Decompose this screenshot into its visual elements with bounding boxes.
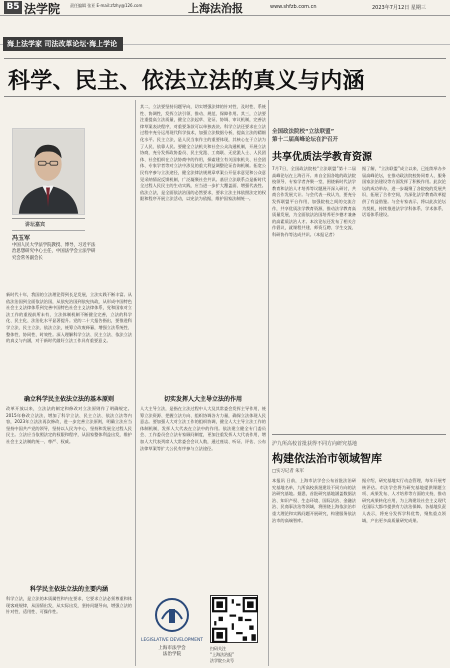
headline-rule-top xyxy=(4,58,446,59)
masthead xyxy=(0,0,450,16)
news-headline-2: 构建依法治市领域智库 xyxy=(272,452,382,465)
section-slogan: 海上法学家 司法改革论坛·海上学论 xyxy=(3,37,123,51)
portrait-image xyxy=(13,129,84,214)
editor-meta: 责任编辑 张亚 E-mail:zfzhy@126.com xyxy=(70,3,143,8)
article-subheading-2: 科学民主依法立法的主要内涵 xyxy=(29,586,108,593)
qr-code-icon xyxy=(212,597,258,643)
news-kicker-line-1: 全国政法院校“立法联盟” xyxy=(272,129,335,135)
article-col-a-intro: 新时代十年，我国的立法理论得到长足发展，立法实践不断丰富。从依法治国到全面依法治国，从依宪治国到依宪执政，从形成中国特色社会主义法律体系到完善中国特色社会主义法律体系，党和国家对立法工作的重视前所未有，立法体制机制不断健全完善，立法的科学化、民主化、法治化水平显著提升。党的二十大报告指出，要推进科学立法、民主立法、依法立法，统筹立改废释纂，增强立法系统性、整体性、协同性、时效性。深入理解科学立法、民主立法、依法立法的真义与内涵，对于新时代做好立法工作具有重要意义。 xyxy=(6,292,132,344)
page-number: B5 xyxy=(4,1,22,14)
issue-date: 2023年7月12日 星期三 xyxy=(372,5,426,11)
news-1-body-col-1: 7月7日，全国政法院校“立法联盟”第十二届高峰论坛在上海召开。来自全国各地的政法院校领导、专家学者齐聚一堂，围绕新时代法学教育和法治人才培养等议题展开深入研讨，共商合作发展大计。与会代表一致认为，要充分发挥联盟平台作用，加强院校之间的交流合作，共享优质法学教育资源，推动法学教育高质量发展，为全面依法治国培养更多德才兼备的高素质法治人才。本次论坛还发布了相关合作倡议，就课程共建、师资互聘、学生交流、科研协作等达成共识。（本报记者） xyxy=(272,166,356,237)
article-col-a-body: 改革开放以来，立法法的制定和修改对立法原则作了明确规定。2015年修改立法法，增加了科学立法、民主立法、依法立法等内容，2023年立法法再次修改，进一步完善立法原则，明确立法应当坚持中国共产党的领导，坚持以人民为中心，坚持和发展全过程人民民主。立法应当依照法定的权限和程序，从国家整体利益出发，维护社会主义法制的统一、尊严、权威。 xyxy=(6,406,132,444)
news-byline: □实习记者 朱军 xyxy=(272,469,304,474)
photo-caption-row xyxy=(12,218,85,229)
main-headline: 科学、民主、依法立法的真义与内涵 xyxy=(8,69,365,94)
news-kicker xyxy=(272,128,338,144)
legislative-logo xyxy=(140,595,204,647)
logo-text: LEGISLATIVE DEVELOPMENT xyxy=(141,638,203,643)
headline-rule-bottom xyxy=(4,96,446,97)
qr-code[interactable] xyxy=(210,595,258,643)
section-title: 法学院 xyxy=(24,2,61,16)
article-subheading-3: 切实发挥人大主导立法的作用 xyxy=(163,396,242,403)
article-col-b-tail: 人大主导立法，是指在立法过程中人大及其常委会发挥主导作用，统筹立法资源、把握立法方向、组织协调各方力量，确保立法体现人民意志。要加强人大对立法工作的组织协调，健全人大主导立法工作的体制机制，发挥人大代表在立法中的作用。依法建立健全专门委员会、工作委员会立法专家顾问制度，更加注重发挥人大代表作用，增加人大代表列席人大常委会会议人数，通过座谈、听证、评估、公布法律草案等扩大公民有序参与立法途径。 xyxy=(140,406,266,451)
qr-caption: 扫码关注 “上海法治报” 法学院公众号 xyxy=(210,646,235,663)
news-2-body-col-1: 本报讯 日前，上海市法学会公布首批法治研究基地名单，九所高校获批建设不同方向的法治研究基地。据悉，首批研究基地涵盖数据法治、知识产权、生态环境、国际法治、金融法治、民商事法治等领域，将围绕上海依法治市重大理论和实践问题开展研究，构建服务依法治市的高端智库。 xyxy=(272,478,356,523)
author-name: 冯玉军 xyxy=(12,235,31,242)
article-col-a-tail: 科学立法，是立法的本质属性和内在要求，它要求立法必须尊重和体现客观规律，从国情出发，从实际出发，坚持问题导向，增强立法的针对性、适用性、可操作性。 xyxy=(6,596,132,615)
news-kicker-line-2: 第十二届高峰论坛在沪召开 xyxy=(272,137,339,143)
logo-caption: 上海市法学会 法治学院 xyxy=(158,646,186,657)
news-1-body-col-2: 据了解，“立法联盟”成立以来，已连续举办多届高峰论坛，在推动政法院校协同育人、服务国家法治建设等方面发挥了积极作用。此次论坛的成功举办，进一步凝聚了各院校的发展共识，拓展了合作空间，为深化法学教育改革提供了有益借鉴。与会专家表示，将以此次论坛为契机，持续推进法学学科体系、学术体系、话语体系建设。 xyxy=(362,166,446,218)
paper-url[interactable]: www.shfzb.com.cn xyxy=(270,4,317,10)
legislative-development-logo xyxy=(140,595,204,647)
photo-caption: 讲坛嘉宾 xyxy=(25,222,46,228)
paper-title: 上海法治报 xyxy=(188,2,243,15)
article-col-b-body: 其二，立法要坚持问题导向，切实增强法律的针对性、及时性、系统性、协调性，发挥立法引领、推动、规范、保障作用。其三，立法要注重提高立法质量，健全立法起草、论证、协调、审议机制，完善法律草案表决程序，对重要条款可以单独表决。科学立法还要求在立法过程中充分运用现代科学技术，加强立法数据分析，提高立法的精细化水平。民主立法，是人民当家作主的重要体现，其核心在于立法为了人民、依靠人民。要健全立法机关和社会公众沟通机制，开展立法协商，充分发挥政协委员、民主党派、工商联、无党派人士、人民团体、社会组织在立法协商中的作用，探索建立有关国家机关、社会团体、专家学者等对立法中涉及的重大利益调整论证咨询机制。拓宽公民有序参与立法途径，健全法律法规规章草案公开征求意见和公众意见采纳情况反馈机制，广泛凝聚社会共识。基层立法联系点是新时代全过程人民民主的生动实践，应当进一步扩大覆盖面、增强代表性。依法立法，是全面依法治国的必然要求，要求立法主体依照法定的权限和程序开展立法活动，以宪法为依据，维护国家法制统一。 xyxy=(140,104,266,202)
news-kicker-2: 沪九所高校首批获得不同方向研究基地 xyxy=(272,441,358,447)
article-subheading-1: 确立科学民主依法立法的基本原则 xyxy=(23,396,114,403)
author-photo xyxy=(12,128,85,215)
news-separator xyxy=(272,434,446,435)
column-divider-1 xyxy=(135,100,136,666)
news-2-body-col-2: 据介绍，研究基地实行动态管理，每年开展考核评估。市法学会将为研究基地提供课题立项、成果发布、人才培养等方面的支持，推动研究成果转化应用，为上海建设社会主义现代化国际大都市提供有力法治保障。各基地负责人表示，将充分发挥学科优势，聚焦重点领域，产出更多高质量研究成果。 xyxy=(362,478,446,523)
author-rule xyxy=(12,230,85,231)
author-bio: 中国人民大学法学院教授、博导，习近平法治思想研究中心主任，中国法学会立法学研究会常务副会长 xyxy=(12,243,96,261)
column-divider-2 xyxy=(268,100,269,666)
news-headline-1: 共享优质法学教育资源 xyxy=(272,152,372,163)
